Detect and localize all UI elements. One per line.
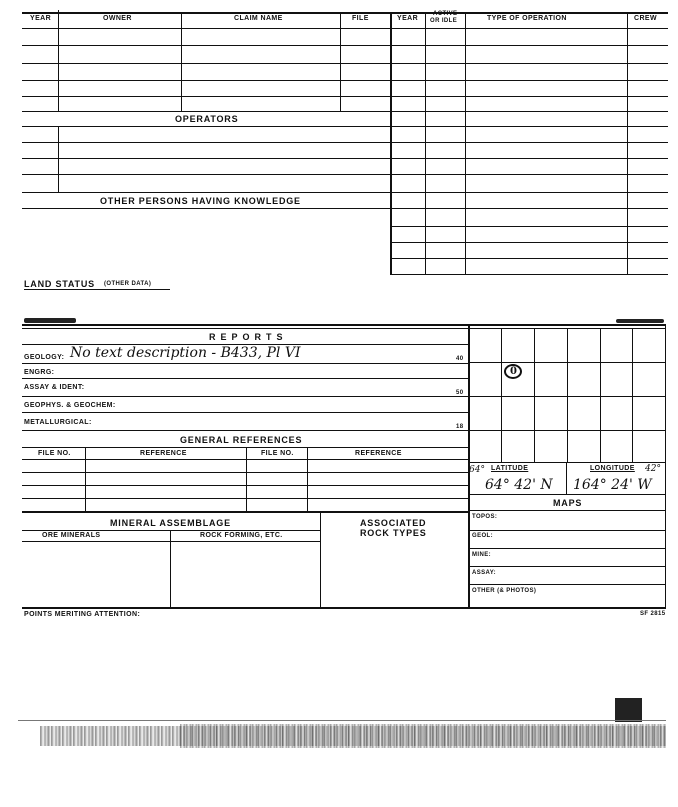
maps-title: MAPS [553, 498, 583, 508]
margin-number-2: 50 [456, 390, 464, 396]
header-file: FILE [352, 15, 369, 22]
row-line [22, 96, 390, 97]
row-line [390, 158, 668, 159]
row-line [390, 126, 668, 127]
header-year-2: YEAR [397, 15, 419, 22]
row-line [22, 80, 390, 81]
row-line [468, 494, 665, 495]
longitude-value: 164° 24' W [573, 477, 652, 493]
row-line [22, 530, 320, 531]
points-meriting-label: POINTS MERITING ATTENTION: [24, 611, 141, 618]
reports-top-border [22, 324, 666, 326]
row-line [468, 548, 665, 549]
maps-other: OTHER (& PHOTOS) [472, 588, 537, 594]
maps-geol: GEOL: [472, 533, 493, 539]
header-claim-name: CLAIM NAME [234, 15, 283, 22]
row-line [22, 158, 390, 159]
row-line [22, 511, 468, 513]
scan-noise-band-dark [180, 724, 666, 748]
latitude-value: 64° 42' N [485, 477, 553, 493]
row-line [22, 447, 468, 448]
row-line [22, 498, 468, 499]
row-line [468, 510, 665, 511]
col-sep [58, 126, 59, 192]
col-sep [320, 511, 321, 608]
row-line [468, 584, 665, 585]
land-status-label: LAND STATUS [24, 279, 95, 289]
ref-col-reference-2: REFERENCE [355, 450, 402, 457]
row-line [22, 192, 390, 193]
reports-title: REPORTS [209, 332, 288, 342]
row-line [390, 208, 668, 209]
col-sep [340, 28, 341, 111]
circled-mark-text: 0 [510, 366, 517, 377]
ore-minerals-label: ORE MINERALS [42, 532, 101, 539]
maps-topos: TOPOS: [472, 514, 498, 520]
lon-prefix: 42° [645, 464, 661, 474]
general-references-title: GENERAL REFERENCES [180, 435, 303, 445]
row-line [22, 111, 390, 112]
row-line [390, 45, 668, 46]
maps-assay: ASSAY: [472, 570, 497, 576]
row-line [22, 459, 468, 460]
row-line [390, 242, 668, 243]
row-line [22, 396, 468, 397]
grid-col [567, 328, 568, 462]
latitude-label: LATITUDE [491, 465, 529, 472]
row-line [22, 126, 390, 127]
row-line [22, 174, 390, 175]
grid-col [600, 328, 601, 462]
top-left-smudge [24, 318, 76, 323]
col-sep [85, 447, 86, 511]
grid-col [534, 328, 535, 462]
row-line [22, 208, 390, 209]
header-bottom-line [22, 28, 668, 29]
engrg-label: ENGRG: [24, 369, 55, 376]
col-sep [627, 12, 628, 274]
row-line [468, 530, 665, 531]
other-persons-label: OTHER PERSONS HAVING KNOWLEDGE [100, 196, 301, 206]
col-sep [170, 530, 171, 608]
row-line [22, 45, 390, 46]
right-block-left-border [390, 12, 392, 274]
header-active: ACTIVE [433, 11, 458, 17]
row-line [22, 378, 468, 379]
col-sep [307, 447, 308, 511]
col-sep [340, 12, 341, 28]
grid-row [468, 396, 665, 397]
assay-label: ASSAY & IDENT: [24, 384, 85, 391]
header-owner: OWNER [103, 15, 132, 22]
metallurgical-label: METALLURGICAL: [24, 419, 92, 426]
ref-col-reference: REFERENCE [140, 450, 187, 457]
form-number: SF 2815 [640, 611, 666, 617]
row-line [22, 430, 468, 431]
land-status-sub: (OTHER DATA) [104, 281, 152, 287]
margin-number-3: 18 [456, 424, 464, 430]
row-line [22, 142, 390, 143]
reports-bottom-border [22, 607, 666, 609]
header-crew: CREW [634, 15, 657, 22]
top-border [22, 12, 668, 14]
margin-number-1: 40 [456, 356, 464, 362]
row-line [390, 274, 668, 275]
coord-divider [566, 462, 567, 494]
col-sep [181, 12, 182, 28]
header-year: YEAR [30, 15, 52, 22]
row-line [390, 111, 668, 112]
row-line [22, 541, 320, 542]
col-sep [181, 28, 182, 111]
grid-col [632, 328, 633, 462]
geology-value: No text description - B433, Pl VI [70, 345, 301, 361]
row-line [390, 226, 668, 227]
row-line [468, 566, 665, 567]
geology-label: GEOLOGY: [24, 354, 65, 361]
row-line [22, 363, 468, 364]
right-border [665, 324, 666, 608]
ref-col-file-no: FILE NO. [38, 450, 71, 457]
scan-black-square [615, 698, 642, 722]
maps-mine: MINE: [472, 552, 491, 558]
row-line [390, 80, 668, 81]
col-sep [58, 10, 59, 28]
rock-forming-label: ROCK FORMING, ETC. [200, 532, 283, 539]
grid-col [501, 328, 502, 462]
row-line [390, 174, 668, 175]
grid-row [468, 362, 665, 363]
grid-row [468, 430, 665, 431]
row-line [22, 63, 390, 64]
row-line [390, 63, 668, 64]
row-line [22, 328, 666, 329]
circled-mark [504, 364, 522, 379]
col-sep [58, 28, 59, 111]
row-line [22, 472, 468, 473]
header-type-of-operation: TYPE OF OPERATION [487, 15, 567, 22]
row-line [22, 412, 468, 413]
associated-label: ASSOCIATED [360, 518, 427, 528]
col-sep [246, 447, 247, 511]
land-status-underline [24, 289, 170, 290]
longitude-label: LONGITUDE [590, 465, 635, 472]
header-or-idle: OR IDLE [430, 18, 458, 24]
col-sep [465, 12, 466, 274]
geophys-label: GEOPHYS. & GEOCHEM: [24, 402, 116, 409]
row-line [390, 258, 668, 259]
mineral-assemblage-title: MINERAL ASSEMBLAGE [110, 518, 231, 528]
row-line [390, 96, 668, 97]
top-right-smudge [616, 319, 664, 323]
col-sep [425, 12, 426, 274]
lat-prefix: 64° [469, 465, 485, 475]
rock-types-label: ROCK TYPES [360, 528, 427, 538]
row-line [390, 142, 668, 143]
row-line [390, 192, 668, 193]
ref-col-file-no-2: FILE NO. [261, 450, 294, 457]
scan-edge-line [18, 720, 666, 721]
operators-label: OPERATORS [175, 114, 239, 124]
row-line [22, 485, 468, 486]
